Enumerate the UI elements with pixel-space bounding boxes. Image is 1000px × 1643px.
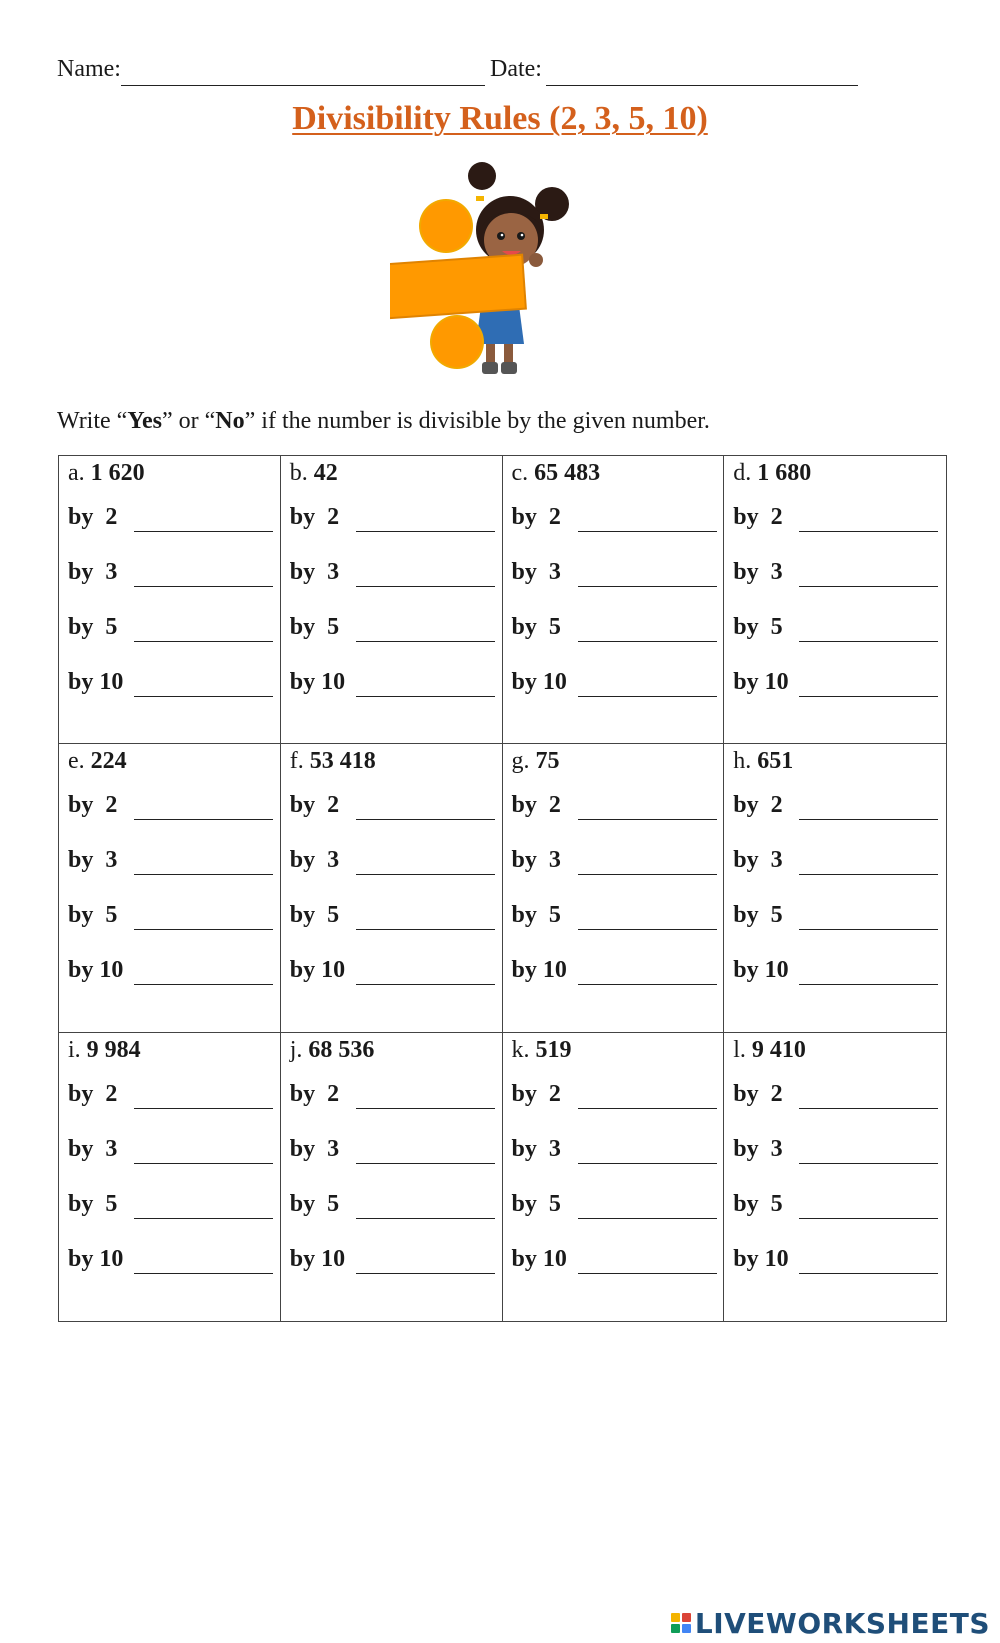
problem-heading	[290, 1037, 375, 1064]
problem-cell	[724, 1033, 946, 1321]
answer-row	[290, 1246, 495, 1276]
answer-row	[733, 847, 938, 877]
brand-name: LIVEWORKSHEETS	[694, 1606, 990, 1640]
answer-row	[68, 847, 273, 877]
answer-blank[interactable]	[134, 984, 273, 985]
answer-blank[interactable]	[799, 531, 938, 532]
divisor-label: by 5	[289, 614, 340, 640]
problem-number: 1 680	[757, 460, 812, 486]
answer-blank[interactable]	[134, 1163, 273, 1164]
answer-blank[interactable]	[356, 531, 495, 532]
problem-heading	[733, 748, 793, 775]
divisor-label: by 10	[733, 669, 789, 695]
problem-cell	[724, 456, 946, 744]
logo-square	[671, 1624, 680, 1633]
problem-number: 651	[757, 748, 794, 775]
answer-blank[interactable]	[799, 984, 938, 985]
answer-blank[interactable]	[134, 641, 273, 642]
problem-cell	[503, 1033, 725, 1321]
answer-row	[290, 1136, 495, 1166]
instr-yes: Yes	[127, 408, 162, 434]
answer-row	[68, 559, 273, 589]
problem-cell	[503, 456, 725, 744]
problem-number: 9 984	[86, 1036, 141, 1063]
divisor-label: by 3	[511, 559, 561, 585]
problem-letter: g.	[511, 748, 530, 775]
divisor-label: by 2	[68, 792, 118, 819]
divisor-label: by 10	[511, 1245, 567, 1272]
answer-row	[68, 792, 273, 822]
divisor-label: by 3	[289, 1135, 340, 1162]
answer-blank[interactable]	[356, 984, 495, 985]
answer-blank[interactable]	[578, 586, 717, 587]
divisor-label: by 3	[733, 559, 783, 585]
answer-row	[68, 669, 273, 699]
answer-blank[interactable]	[799, 819, 938, 820]
answer-blank[interactable]	[134, 531, 273, 532]
answer-blank[interactable]	[134, 819, 273, 820]
answer-blank[interactable]	[134, 874, 273, 875]
divisor-label: by 5	[733, 614, 783, 640]
answer-blank[interactable]	[134, 696, 273, 697]
problem-letter: h.	[733, 748, 752, 775]
problem-cell	[59, 456, 281, 744]
date-label: Date:	[490, 56, 542, 82]
answer-row	[290, 847, 495, 877]
problem-number: 42	[313, 460, 338, 486]
answer-row	[512, 957, 717, 987]
logo-square	[671, 1613, 680, 1622]
divisor-label: by 10	[68, 1245, 124, 1272]
divisor-label: by 2	[733, 504, 783, 530]
answer-blank[interactable]	[578, 531, 717, 532]
answer-row	[512, 614, 717, 644]
answer-row	[512, 669, 717, 699]
answer-blank[interactable]	[356, 819, 495, 820]
answer-row	[512, 902, 717, 932]
name-label: Name:	[57, 56, 121, 82]
answer-row	[68, 504, 273, 534]
answer-blank[interactable]	[799, 874, 938, 875]
problem-heading	[290, 748, 376, 775]
instr-suffix: ” if the number is divisible by the given number.	[244, 408, 710, 434]
divisor-label: by 2	[289, 504, 340, 530]
answer-row	[512, 504, 717, 534]
instr-no: No	[215, 408, 245, 434]
problem-cell	[59, 744, 281, 1032]
worksheet-title: Divisibility Rules (2, 3, 5, 10)	[292, 100, 708, 137]
problem-letter: e.	[68, 748, 85, 775]
divisor-label: by 2	[68, 504, 118, 530]
problem-number: 65 483	[534, 460, 601, 486]
answer-row	[733, 1136, 938, 1166]
divisor-label: by 10	[68, 957, 124, 984]
answer-row	[512, 1081, 717, 1111]
answer-row	[290, 1191, 495, 1221]
answer-blank[interactable]	[356, 641, 495, 642]
instr-middle: ” or “	[162, 408, 216, 434]
divisor-label: by 2	[511, 792, 561, 819]
answer-row	[68, 1136, 273, 1166]
date-field[interactable]	[546, 85, 858, 86]
problem-letter: k.	[511, 1036, 530, 1063]
instr-prefix: Write “	[57, 408, 128, 434]
answer-blank[interactable]	[134, 929, 273, 930]
answer-row	[68, 1191, 273, 1221]
divisor-label: by 10	[733, 1245, 789, 1272]
logo-square	[682, 1613, 691, 1622]
problem-heading	[512, 1037, 572, 1064]
answer-blank[interactable]	[799, 1218, 938, 1219]
answer-row	[733, 792, 938, 822]
liveworksheets-mark-icon	[671, 1613, 691, 1633]
problem-heading	[512, 748, 560, 775]
answer-blank[interactable]	[578, 1273, 717, 1274]
problem-heading	[512, 460, 601, 487]
answer-blank[interactable]	[799, 1108, 938, 1109]
divisor-label: by 5	[68, 1190, 118, 1217]
answer-blank[interactable]	[356, 874, 495, 875]
problem-number: 53 418	[309, 748, 376, 775]
answer-row	[290, 504, 495, 534]
answer-row	[290, 559, 495, 589]
answer-row	[733, 1246, 938, 1276]
answer-row	[733, 1191, 938, 1221]
answer-row	[290, 792, 495, 822]
name-field[interactable]	[121, 85, 485, 86]
problem-cell	[503, 744, 725, 1032]
problem-letter: c.	[511, 460, 529, 486]
problem-heading	[68, 460, 145, 487]
answer-row	[733, 1081, 938, 1111]
divisor-label: by 3	[289, 559, 340, 585]
answer-blank[interactable]	[578, 1108, 717, 1109]
problem-heading	[733, 460, 811, 487]
answer-blank[interactable]	[356, 696, 495, 697]
problem-heading	[733, 1037, 806, 1064]
divisor-label: by 3	[68, 847, 118, 874]
answer-blank[interactable]	[578, 1163, 717, 1164]
answer-blank[interactable]	[356, 929, 495, 930]
divisor-label: by 3	[68, 559, 118, 585]
answer-blank[interactable]	[578, 984, 717, 985]
divisor-label: by 10	[511, 957, 567, 984]
divisor-label: by 10	[289, 957, 346, 984]
divisor-label: by 5	[511, 614, 561, 640]
divisor-label: by 3	[289, 847, 340, 874]
answer-blank[interactable]	[578, 819, 717, 820]
problems-grid	[58, 455, 947, 1322]
problem-heading	[68, 1037, 141, 1064]
divisor-label: by 2	[511, 1080, 561, 1107]
problem-letter: f.	[289, 748, 304, 775]
divisor-label: by 2	[289, 1080, 340, 1107]
divisor-label: by 5	[733, 1190, 783, 1217]
divisor-label: by 3	[733, 847, 783, 874]
problem-cell	[59, 1033, 281, 1321]
divisor-label: by 5	[289, 1190, 340, 1217]
divisor-label: by 3	[733, 1135, 783, 1162]
answer-row	[290, 614, 495, 644]
answer-blank[interactable]	[799, 929, 938, 930]
problem-number: 75	[535, 748, 560, 775]
liveworksheets-logo	[671, 1603, 990, 1643]
answer-blank[interactable]	[356, 586, 495, 587]
divisor-label: by 5	[733, 902, 783, 929]
answer-row	[512, 847, 717, 877]
divisor-label: by 2	[733, 1080, 783, 1107]
divisor-label: by 10	[289, 1245, 346, 1272]
answer-blank[interactable]	[578, 641, 717, 642]
answer-blank[interactable]	[356, 1273, 495, 1274]
answer-blank[interactable]	[799, 586, 938, 587]
problem-number: 224	[90, 748, 127, 775]
problem-number: 519	[535, 1036, 572, 1063]
problem-letter: b.	[289, 460, 308, 486]
divisor-label: by 2	[289, 792, 340, 819]
answer-row	[512, 792, 717, 822]
divisor-label: by 3	[511, 847, 561, 874]
answer-blank[interactable]	[578, 929, 717, 930]
divisor-label: by 5	[289, 902, 340, 929]
divisor-label: by 10	[511, 669, 567, 695]
answer-row	[733, 504, 938, 534]
answer-blank[interactable]	[356, 1163, 495, 1164]
answer-row	[68, 1081, 273, 1111]
answer-row	[290, 902, 495, 932]
answer-row	[512, 1191, 717, 1221]
answer-blank[interactable]	[578, 1218, 717, 1219]
answer-row	[290, 669, 495, 699]
answer-row	[512, 1136, 717, 1166]
problem-number: 9 410	[751, 1036, 806, 1063]
problem-heading	[290, 460, 338, 487]
problem-number: 68 536	[308, 1036, 375, 1063]
problem-letter: l.	[733, 1036, 746, 1063]
answer-row	[733, 669, 938, 699]
divisor-label: by 10	[68, 669, 124, 695]
answer-blank[interactable]	[799, 1273, 938, 1274]
girl-holding-division-sign-icon	[390, 158, 610, 390]
problem-letter: j.	[289, 1036, 303, 1063]
divisor-label: by 10	[733, 957, 789, 984]
logo-square	[682, 1624, 691, 1633]
answer-blank[interactable]	[134, 1108, 273, 1109]
answer-blank[interactable]	[799, 641, 938, 642]
answer-row	[733, 957, 938, 987]
answer-blank[interactable]	[578, 696, 717, 697]
answer-row	[512, 1246, 717, 1276]
divisor-label: by 2	[733, 792, 783, 819]
answer-row	[68, 614, 273, 644]
answer-row	[512, 559, 717, 589]
problem-cell	[281, 1033, 503, 1321]
problem-letter: d.	[733, 460, 752, 486]
problem-number: 1 620	[90, 460, 145, 486]
answer-blank[interactable]	[134, 1273, 273, 1274]
answer-blank[interactable]	[356, 1108, 495, 1109]
divisor-label: by 2	[68, 1080, 118, 1107]
answer-blank[interactable]	[134, 1218, 273, 1219]
answer-row	[733, 902, 938, 932]
answer-blank[interactable]	[134, 586, 273, 587]
divisor-label: by 5	[511, 902, 561, 929]
divisor-label: by 3	[68, 1135, 118, 1162]
problem-heading	[68, 748, 127, 775]
divisor-label: by 3	[511, 1135, 561, 1162]
divisor-label: by 2	[511, 504, 561, 530]
divisor-label: by 10	[289, 669, 346, 695]
name-date-row	[57, 56, 897, 92]
problem-cell	[724, 744, 946, 1032]
divisor-label: by 5	[511, 1190, 561, 1217]
answer-row	[68, 1246, 273, 1276]
answer-blank[interactable]	[799, 696, 938, 697]
instructions-text	[57, 408, 710, 435]
answer-row	[290, 1081, 495, 1111]
problem-cell	[281, 744, 503, 1032]
answer-blank[interactable]	[578, 874, 717, 875]
divisor-label: by 5	[68, 902, 118, 929]
answer-row	[733, 559, 938, 589]
answer-row	[733, 614, 938, 644]
problem-cell	[281, 456, 503, 744]
answer-row	[290, 957, 495, 987]
answer-blank[interactable]	[799, 1163, 938, 1164]
divisor-label: by 5	[68, 614, 118, 640]
problem-letter: a.	[68, 460, 85, 486]
answer-row	[68, 957, 273, 987]
answer-row	[68, 902, 273, 932]
answer-blank[interactable]	[356, 1218, 495, 1219]
problem-letter: i.	[68, 1036, 81, 1063]
